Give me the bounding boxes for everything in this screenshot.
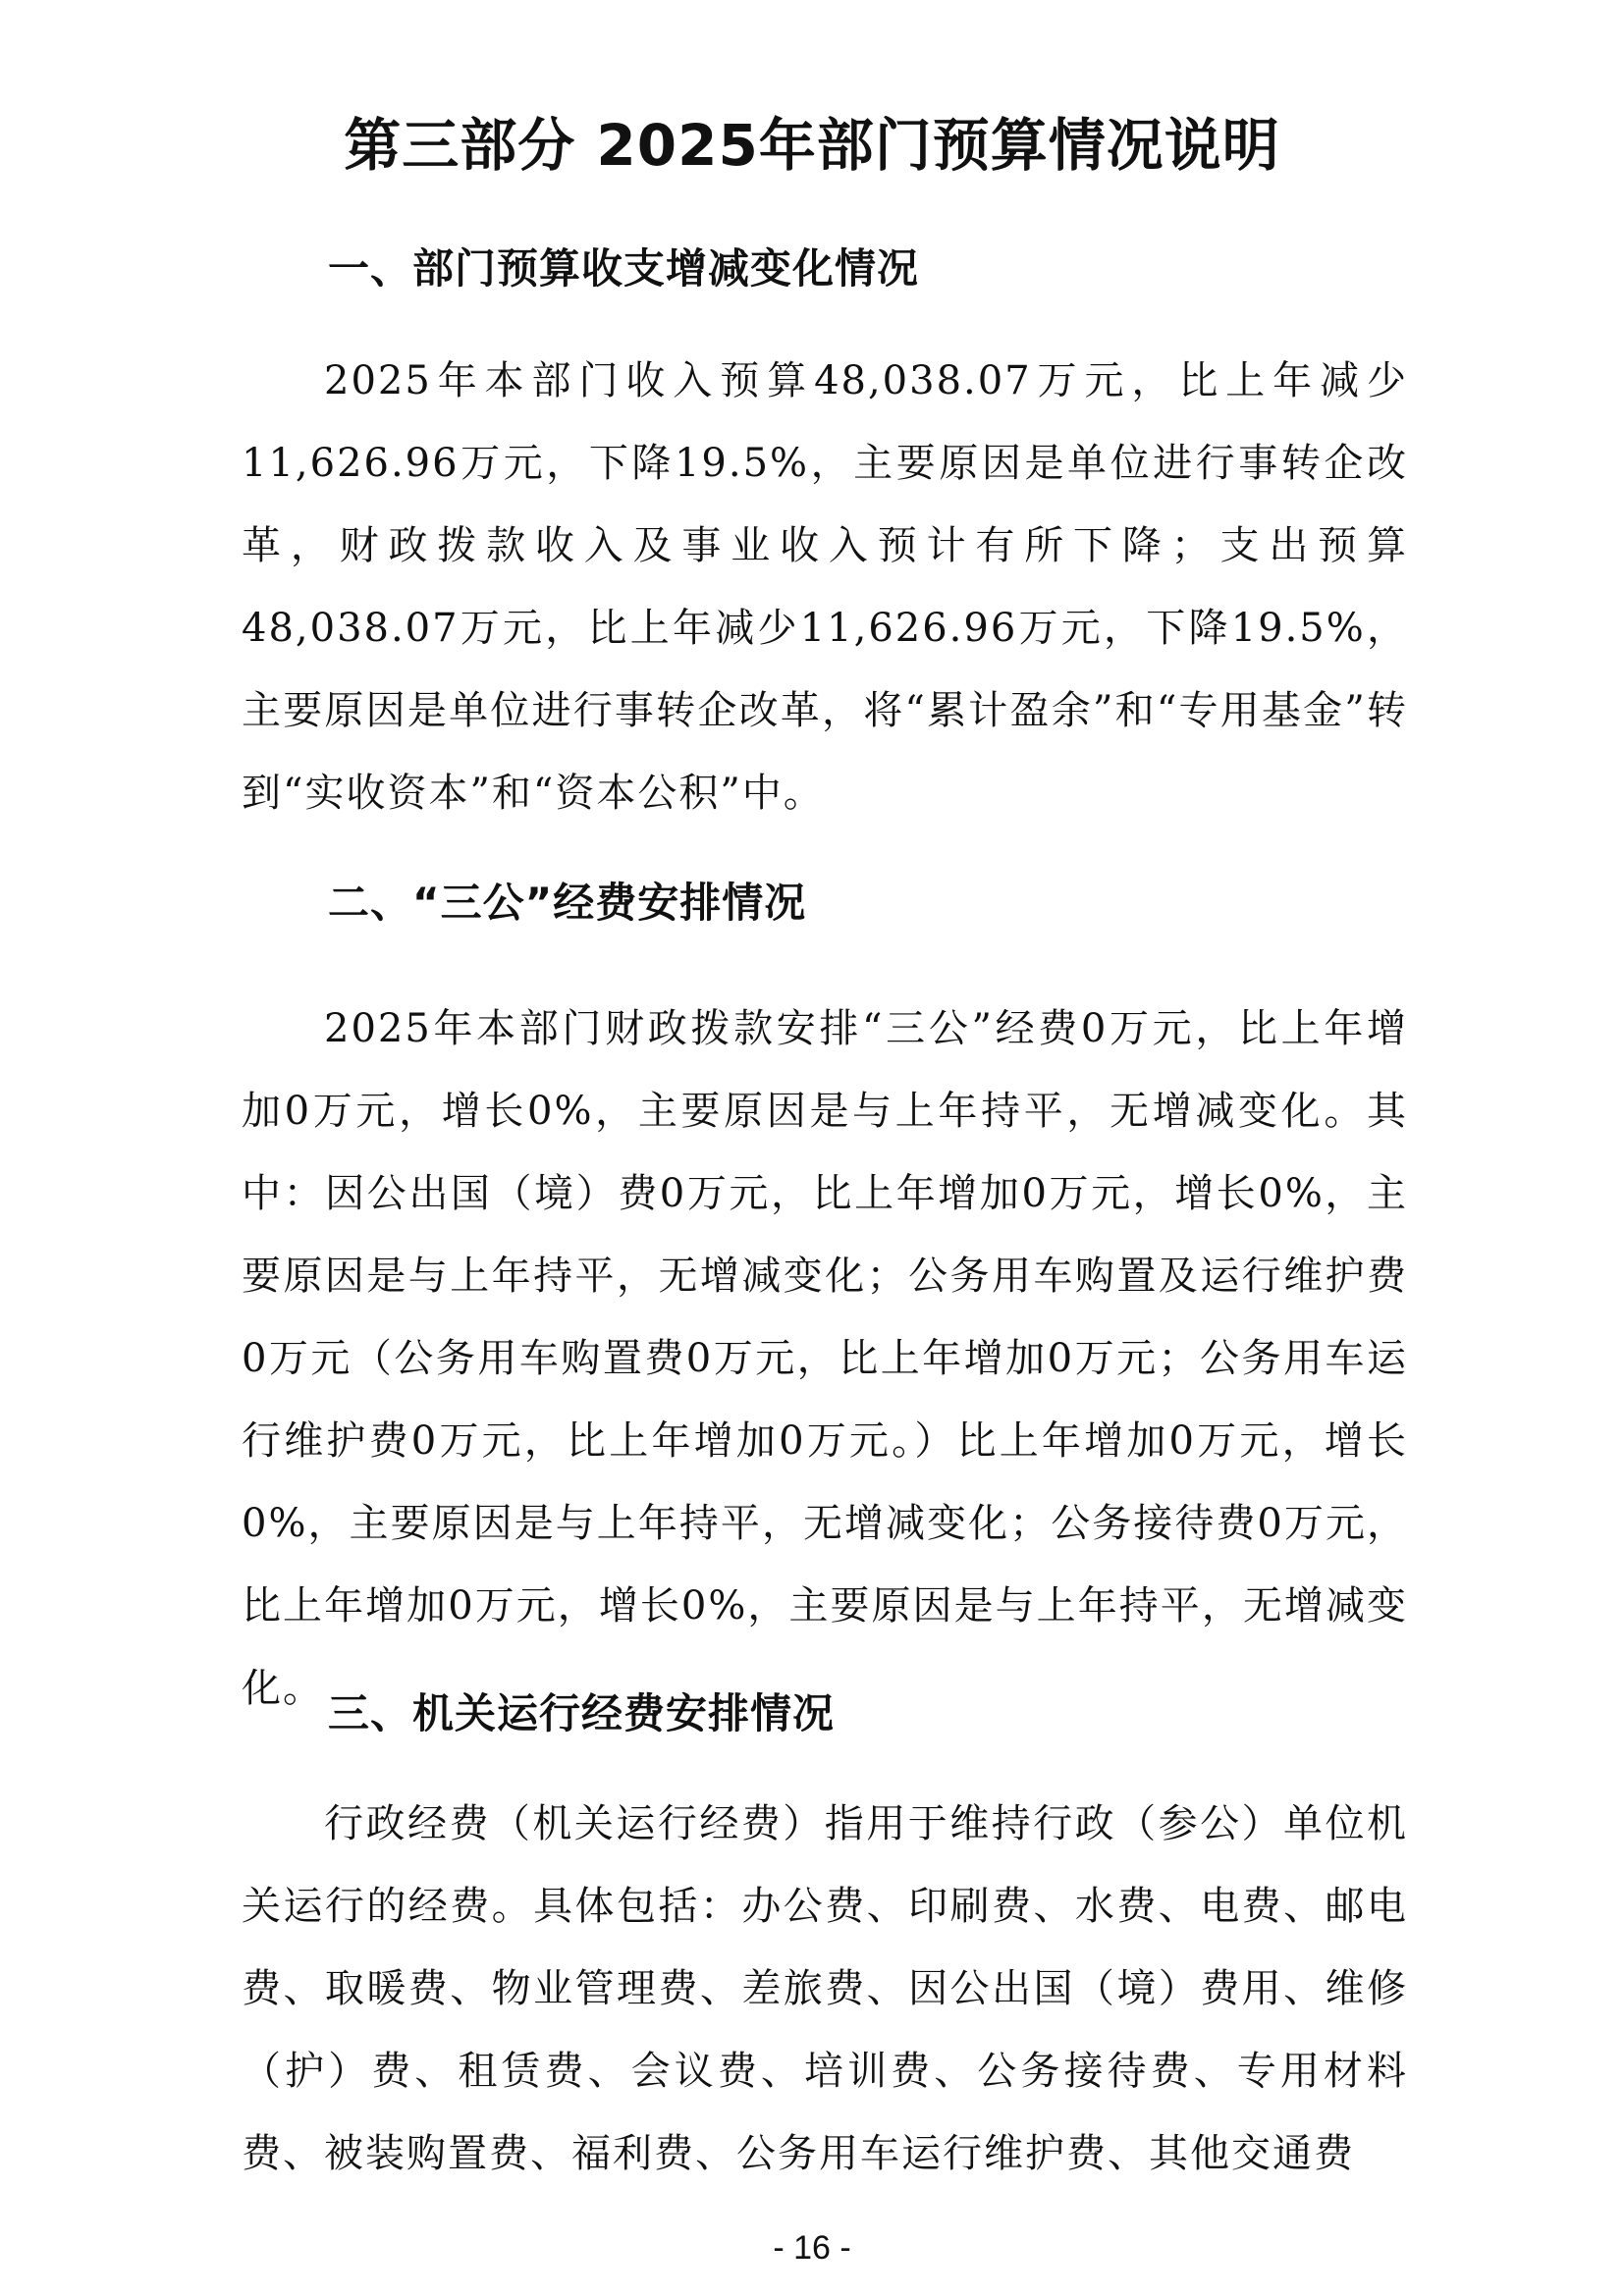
section-heading-three-public-expenses: 二、“三公”经费安排情况 <box>328 879 807 927</box>
section-heading-budget-change: 一、部门预算收支增减变化情况 <box>328 244 920 293</box>
page-number: - 16 - <box>773 2229 851 2267</box>
section-heading-operating-expenses: 三、机关运行经费安排情况 <box>328 1689 836 1737</box>
section-paragraph-operating-expenses: 行政经费（机关运行经费）指用于维持行政（参公）单位机关运行的经费。具体包括：办公费、印刷费、水费、电费、邮电费、取暖费、物业管理费、差旅费、因公出国（境）费用、维修（护）费、租赁费、会议费、培训费、公务接待费、专用材料费、被装购置费、福利费、公务用车运行维护费、其他交通费 <box>242 1801 1408 2176</box>
section-paragraph-three-public-expenses: 2025年本部门财政拨款安排“三公”经费0万元，比上年增加0万元，增长0%，主要原因是与上年持平，无增减变化。其中：因公出国（境）费0万元，比上年增加0万元，增长0%，主要原因是与上年持平，无增减变化；公务用车购置及运行维护费0万元（公务用车购置费0万元，比上年增加0万元；公务用车运行维护费0万元，比上年增加0万元。）比上年增加0万元，增长0%，主要原因是与上年持平，无增减变化；公务接待费0万元，比上年增加0万元，增长0%，主要原因是与上年持平，无增减变化。 <box>242 1006 1408 1711</box>
section-paragraph-budget-change: 2025年本部门收入预算48,038.07万元，比上年减少11,626.96万元，下降19.5%，主要原因是单位进行事转企改革，财政拨款收入及事业收入预计有所下降；支出预算48,038.07万元，比上年减少11,626.96万元，下降19.5%，主要原因是单位进行事转企改革，将“累计盈余”和“专用基金”转到“实收资本”和“资本公积”中。 <box>242 358 1408 816</box>
page-title: 第三部分 2025年部门预算情况说明 <box>344 112 1280 179</box>
